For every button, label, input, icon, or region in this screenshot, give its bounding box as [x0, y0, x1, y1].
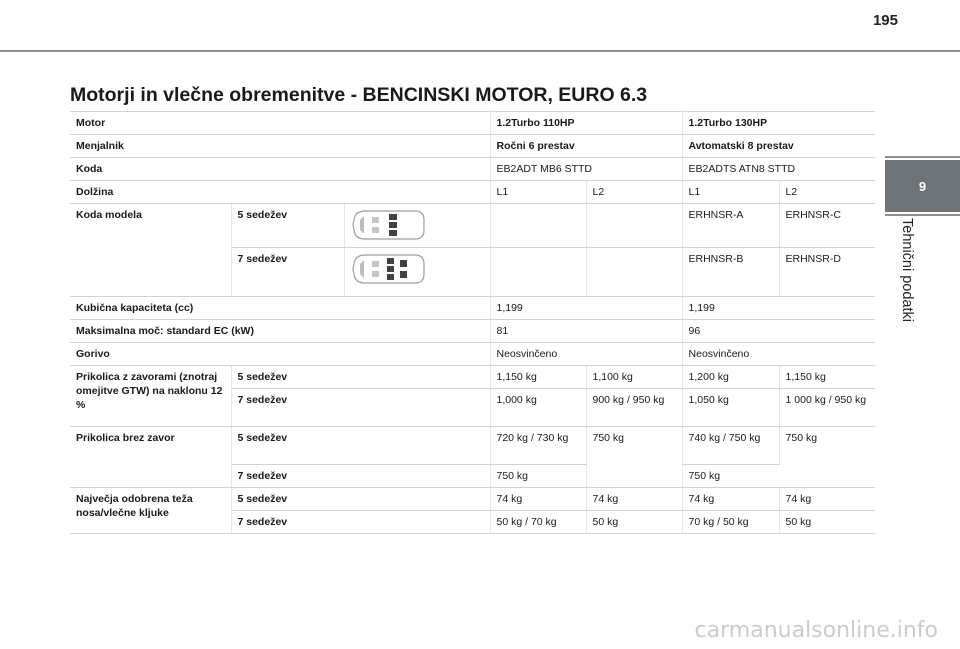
table-row [70, 135, 875, 158]
seat-label: 5 sedežev [231, 204, 344, 248]
table-cell: L1 [490, 181, 586, 204]
table-row [70, 488, 875, 511]
row-label: Koda [70, 158, 490, 181]
seat-label: 7 sedežev [231, 511, 490, 534]
table-row [70, 297, 875, 320]
seat-label: 5 sedežev [231, 427, 490, 465]
table-cell: L1 [682, 181, 779, 204]
table-cell: ERHNSR-B [682, 248, 779, 297]
row-label: Gorivo [70, 343, 490, 366]
table-cell: 750 kg [586, 427, 682, 488]
table-cell: 1,200 kg [682, 366, 779, 389]
watermark[interactable]: carmanualsonline.info [694, 618, 938, 643]
table-cell: 1,199 [490, 297, 682, 320]
row-label: Največja odobrena teža nosa/vlečne kljuke [70, 488, 231, 534]
seat-label: 5 sedežev [231, 366, 490, 389]
van-7-seat-layout-icon [351, 252, 484, 286]
table-cell: ERHNSR-C [779, 204, 875, 248]
table-cell: 1,150 kg [779, 366, 875, 389]
table-cell: 1.2Turbo 110HP [490, 112, 682, 135]
table-row [70, 112, 875, 135]
table-cell: 1,150 kg [490, 366, 586, 389]
row-label: Dolžina [70, 181, 490, 204]
table-cell: 1.2Turbo 130HP [682, 112, 875, 135]
table-cell: L2 [586, 181, 682, 204]
table-cell: 74 kg [682, 488, 779, 511]
table-cell: Neosvinčeno [490, 343, 682, 366]
table-row [70, 366, 875, 389]
table-cell: 750 kg [682, 465, 779, 488]
seat-label: 7 sedežev [231, 248, 344, 297]
row-label: Kubična kapaciteta (cc) [70, 297, 490, 320]
chapter-number: 9 [918, 178, 927, 194]
row-label: Motor [70, 112, 490, 135]
table-row [70, 427, 875, 465]
row-label: Prikolica z zavorami (znotraj omejitve GTW) na naklonu 12 % [70, 366, 231, 427]
row-label: Menjalnik [70, 135, 490, 158]
tab-divider-bottom [885, 214, 960, 216]
table-cell: Ročni 6 prestav [490, 135, 682, 158]
row-label: Koda modela [70, 204, 231, 297]
icon-cell [344, 204, 490, 248]
table-cell: 50 kg [586, 511, 682, 534]
table-cell: Neosvinčeno [682, 343, 875, 366]
table-cell: Avtomatski 8 prestav [682, 135, 875, 158]
table-cell: 1,100 kg [586, 366, 682, 389]
row-label: Prikolica brez zavor [70, 427, 231, 488]
table-cell: ERHNSR-D [779, 248, 875, 297]
table-cell: 740 kg / 750 kg [682, 427, 779, 465]
table-row [70, 320, 875, 343]
table-cell: 50 kg / 70 kg [490, 511, 586, 534]
table-cell: 1,199 [682, 297, 875, 320]
page-title: Motorji in vlečne obremenitve - BENCINSKI MOTOR, EURO 6.3 [70, 84, 648, 106]
table-cell [490, 204, 586, 248]
table-cell: EB2ADT MB6 STTD [490, 158, 682, 181]
table-cell: 750 kg [490, 465, 586, 488]
icon-cell [344, 248, 490, 297]
table-cell: 81 [490, 320, 682, 343]
seat-label: 7 sedežev [231, 389, 490, 427]
page-number: 195 [872, 12, 898, 29]
table-cell [490, 248, 586, 297]
table-cell [586, 248, 682, 297]
tab-divider-top [885, 156, 960, 158]
table-cell: 1 000 kg / 950 kg [779, 389, 875, 427]
table-cell: 70 kg / 50 kg [682, 511, 779, 534]
table-cell: 74 kg [779, 488, 875, 511]
table-row [70, 204, 875, 248]
van-5-seat-layout-icon [351, 208, 484, 242]
table-cell: 74 kg [586, 488, 682, 511]
table-cell: 74 kg [490, 488, 586, 511]
table-row [70, 343, 875, 366]
chapter-label: Tehnični podatki [899, 218, 915, 322]
table-cell: L2 [779, 181, 875, 204]
seat-label: 7 sedežev [231, 465, 490, 488]
engine-spec-table [70, 111, 875, 534]
chapter-tab[interactable] [885, 160, 960, 212]
table-cell: 50 kg [779, 511, 875, 534]
table-cell: EB2ADTS ATN8 STTD [682, 158, 875, 181]
table-cell: 900 kg / 950 kg [586, 389, 682, 427]
seat-label: 5 sedežev [231, 488, 490, 511]
table-row [70, 158, 875, 181]
table-cell: 1,050 kg [682, 389, 779, 427]
table-cell: 750 kg [779, 427, 875, 488]
table-row [70, 181, 875, 204]
table-cell: 1,000 kg [490, 389, 586, 427]
table-cell: 96 [682, 320, 875, 343]
header-divider [0, 50, 960, 52]
row-label: Maksimalna moč: standard EC (kW) [70, 320, 490, 343]
table-cell: 720 kg / 730 kg [490, 427, 586, 465]
table-cell: ERHNSR-A [682, 204, 779, 248]
table-cell [586, 204, 682, 248]
